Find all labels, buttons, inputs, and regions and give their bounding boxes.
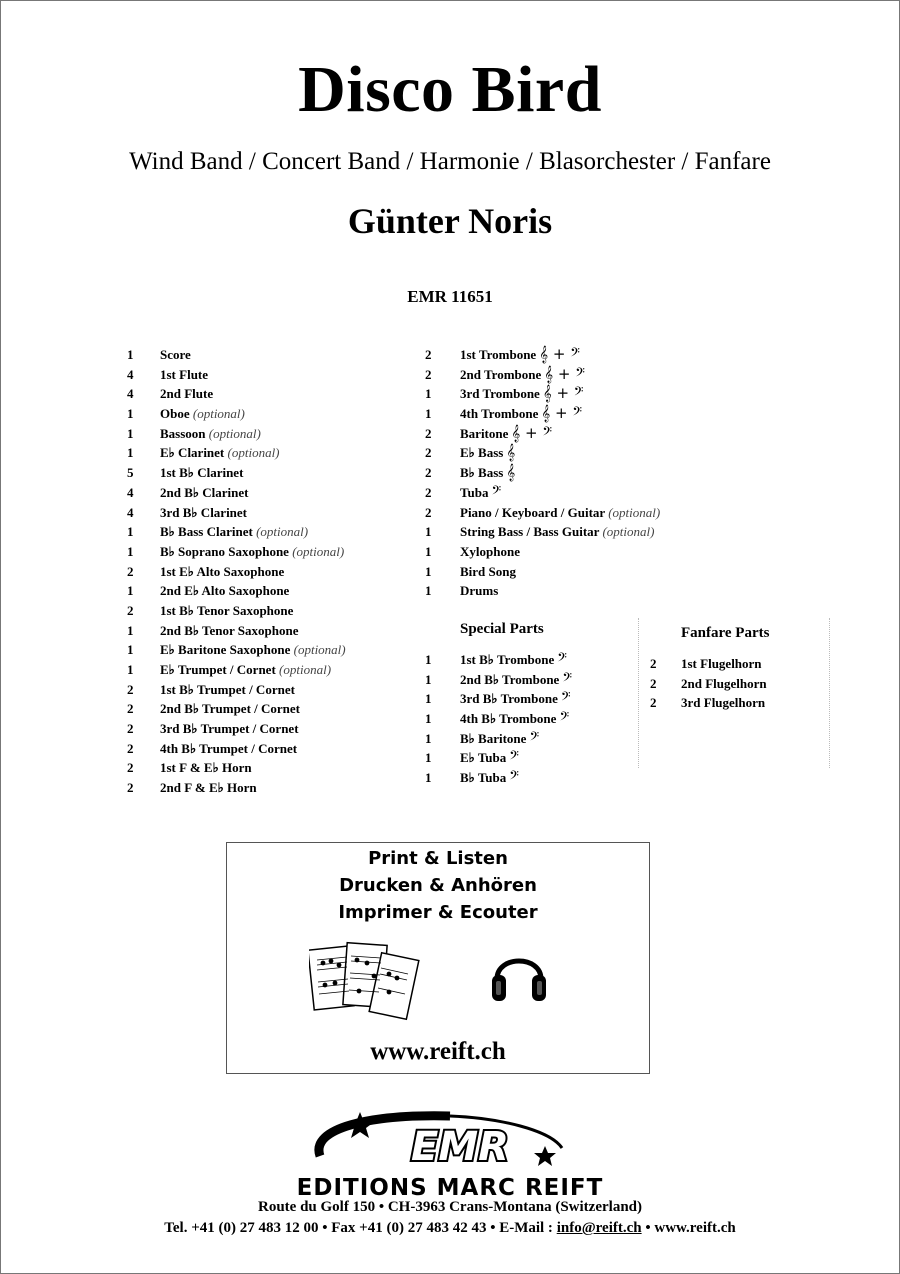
part-quantity: 1 [127,347,134,362]
part-quantity: 2 [127,563,134,579]
part-name-cell [160,778,257,798]
part-row [127,739,427,759]
part-row [127,758,427,778]
part-name: B♭ Bass Clarinet [160,524,253,540]
part-row [127,581,427,601]
part-name: 2nd B♭ Clarinet [160,484,249,500]
part-row [425,365,725,385]
part-row [425,384,725,404]
part-name-cell [160,601,293,621]
part-name-cell [460,542,520,562]
emr-logo [300,1108,570,1174]
part-quantity: 1 [425,750,432,766]
part-row [650,693,820,713]
part-row [425,562,725,582]
part-name-cell [160,384,213,404]
part-name-cell [160,621,298,641]
part-row [127,443,427,463]
part-row [127,463,427,483]
part-row [127,345,427,365]
part-name-cell [460,424,552,444]
part-name-cell [160,404,245,424]
part-quantity: 5 [127,465,134,481]
clef-icon: 𝄞 + 𝄢 [542,384,584,403]
part-name-cell [160,680,295,700]
part-row [127,542,427,562]
part-row [425,522,725,542]
part-name: 1st E♭ Alto Saxophone [160,563,285,579]
part-quantity: 2 [425,425,432,441]
part-quantity: 1 [127,425,134,441]
part-quantity: 1 [425,583,432,599]
part-name-cell [460,522,654,542]
part-quantity: 2 [127,760,134,776]
part-quantity: 1 [425,671,432,687]
clef-icon: 𝄢 [562,669,572,688]
part-row [127,680,427,700]
part-row [127,660,427,680]
part-name: Bassoon [160,425,206,441]
part-quantity: 1 [127,445,134,461]
optional-note: (optional) [192,406,245,422]
part-name-cell [681,674,767,694]
part-quantity: 2 [425,484,432,500]
part-name-cell [160,542,344,562]
clef-icon: 𝄢 [491,482,502,501]
part-name: 4th B♭ Trumpet / Cornet [160,740,298,756]
part-name-cell [460,365,585,385]
contact-website: • www.reift.ch [641,1220,736,1236]
part-row [650,654,820,674]
promo-line-french: Imprimer & Ecouter [338,902,538,923]
part-row [425,503,725,523]
publisher-contact [0,1220,900,1237]
part-name: 4th B♭ Trombone [460,711,557,727]
part-name: 2nd Flute [160,386,214,402]
part-name: String Bass / Bass Guitar [460,524,600,540]
part-quantity: 2 [127,701,134,717]
part-name: 2nd B♭ Tenor Saxophone [160,622,299,638]
part-row [425,748,645,768]
part-name: E♭ Bass [460,445,504,461]
part-name: 1st B♭ Tenor Saxophone [160,602,294,618]
part-quantity: 1 [127,662,134,677]
part-row [425,443,725,463]
optional-note: (optional) [293,642,346,658]
part-row [425,768,645,788]
special-parts-list [425,650,645,788]
part-name: 2nd Trombone [460,366,542,382]
part-name: Drums [460,583,499,599]
part-quantity: 1 [127,622,134,638]
clef-icon: 𝄢 [509,748,519,767]
part-name: E♭ Baritone Saxophone [160,642,291,658]
email-link[interactable]: info@reift.ch [556,1220,642,1236]
part-name-cell [160,699,300,719]
part-name: 3rd Trombone [460,386,540,402]
part-quantity: 4 [127,386,134,402]
part-quantity: 2 [127,681,134,697]
part-name: 1st B♭ Clarinet [160,465,244,481]
part-row [425,463,725,483]
part-quantity: 1 [127,524,134,540]
divider-right [829,618,830,768]
part-name-cell [460,562,516,582]
composer-name: Günter Noris [347,201,553,241]
part-name-cell [160,483,248,503]
part-row [425,542,725,562]
part-name: 2nd B♭ Trumpet / Cornet [160,701,300,717]
part-quantity: 4 [127,366,134,382]
clef-icon: 𝄢 [529,728,540,747]
clef-icon: 𝄢 [509,768,519,787]
headphones-icon [489,943,549,1005]
part-name-cell [460,384,583,404]
part-name-cell [460,689,571,709]
parts-list-left [127,345,427,798]
part-name: B♭ Tuba [460,770,507,786]
part-name-cell [160,640,346,660]
part-name-cell [460,768,519,788]
part-row [127,503,427,523]
part-row [127,562,427,582]
part-row [425,581,725,601]
part-quantity: 1 [425,652,432,667]
divider-left [638,618,639,768]
part-name-cell [160,365,208,385]
part-quantity: 2 [425,445,432,461]
optional-note: (optional) [608,504,661,520]
part-row [127,640,427,660]
ensemble-subtitle: Wind Band / Concert Band / Harmonie / Blasorchester / Fanfare [129,148,771,175]
part-name: 3rd B♭ Trombone [460,691,558,707]
part-name: E♭ Tuba [460,750,507,766]
optional-note: (optional) [602,524,655,540]
part-row [425,404,725,424]
part-quantity: 2 [127,780,134,796]
clef-icon: 𝄞 [506,463,516,482]
part-name: 1st Flute [160,366,209,382]
part-name: Score [160,347,191,362]
parts-list-middle [425,345,725,601]
part-quantity: 4 [127,504,134,520]
promo-line-english: Print & Listen [368,848,508,869]
part-name: 3rd B♭ Clarinet [160,504,248,520]
part-name-cell [460,503,660,523]
part-quantity: 2 [425,504,432,520]
part-name-cell [160,660,331,680]
part-name: B♭ Bass [460,465,504,481]
part-name: 2nd E♭ Alto Saxophone [160,583,290,599]
piece-title: Disco Bird [298,53,602,126]
part-name-cell [160,463,243,483]
part-name-cell [160,739,297,759]
part-name: 3rd Flugelhorn [681,695,766,711]
clef-icon: 𝄞 + 𝄢 [511,423,553,442]
part-row [127,404,427,424]
part-row [425,345,725,365]
part-name: 1st B♭ Trumpet / Cornet [160,681,295,697]
part-name: B♭ Baritone [460,730,527,746]
part-name-cell [460,729,539,749]
part-name: 1st B♭ Trombone [460,652,555,667]
part-name: 1st F & E♭ Horn [160,760,252,776]
part-row [425,483,725,503]
print-listen-box [226,842,650,1074]
part-name-cell [160,503,247,523]
part-name-cell [160,719,299,739]
part-quantity: 2 [425,366,432,382]
svg-text:EMR: EMR [411,1124,509,1170]
part-quantity: 4 [127,484,134,500]
sheet-music-icon [309,938,424,1028]
part-row [425,689,645,709]
part-quantity: 1 [425,730,432,746]
clef-icon: 𝄢 [559,709,570,728]
part-row [127,719,427,739]
part-row [127,522,427,542]
part-name: Piano / Keyboard / Guitar [460,504,605,520]
part-quantity: 1 [425,543,432,559]
optional-note: (optional) [208,425,261,441]
clef-icon: 𝄞 [506,443,516,462]
part-name: Tuba [460,484,489,500]
part-name-cell [460,650,567,670]
part-quantity: 1 [425,563,432,579]
part-name: 2nd B♭ Trombone [460,671,560,687]
part-name: 3rd B♭ Trumpet / Cornet [160,721,299,737]
part-quantity: 2 [127,740,134,756]
part-quantity: 2 [425,465,432,481]
part-name-cell [160,562,284,582]
part-row [127,384,427,404]
publisher-name: EDITIONS MARC REIFT [296,1175,604,1201]
part-row [127,778,427,798]
part-name: 2nd Flugelhorn [681,675,767,691]
optional-note: (optional) [292,543,345,559]
part-name-cell [681,693,765,713]
part-name-cell [460,443,515,463]
part-row [127,424,427,444]
fanfare-parts-list [650,654,820,713]
part-quantity: 1 [127,406,134,422]
part-quantity: 2 [650,695,657,711]
part-row [127,601,427,621]
part-row [127,699,427,719]
special-parts-heading: Special Parts [460,621,544,637]
part-name-cell [460,670,572,690]
catalog-code: EMR 11651 [407,287,493,306]
part-quantity: 2 [127,602,134,618]
part-row [425,709,645,729]
part-name-cell [160,424,261,444]
part-name: B♭ Soprano Saxophone [160,543,289,559]
part-name: 1st Trombone [460,347,537,362]
part-quantity: 1 [127,642,134,658]
clef-icon: 𝄢 [560,689,571,708]
part-quantity: 1 [425,386,432,402]
part-row [425,424,725,444]
part-quantity: 1 [425,406,432,422]
part-row [127,365,427,385]
optional-note: (optional) [227,445,280,461]
part-name-cell [460,748,519,768]
part-name: Xylophone [460,543,520,559]
part-name-cell [460,709,569,729]
part-name-cell [160,522,308,542]
clef-icon: 𝄞 + 𝄢 [539,345,580,363]
publisher-address: Route du Golf 150 • CH-3963 Crans-Montana (Switzerland) [258,1199,642,1215]
part-row [425,670,645,690]
part-name-cell [460,483,501,503]
part-row [425,729,645,749]
part-name: Oboe [160,406,190,422]
clef-icon: 𝄞 + 𝄢 [541,404,582,423]
part-name-cell [460,404,582,424]
part-name: E♭ Trumpet / Cornet [160,662,276,677]
part-quantity: 1 [425,711,432,727]
clef-icon: 𝄞 + 𝄢 [544,364,585,383]
part-name-cell [460,345,580,365]
part-quantity: 2 [650,675,657,691]
part-name: E♭ Clarinet [160,445,225,461]
part-name-cell [460,581,498,601]
clef-icon: 𝄢 [557,650,567,668]
part-quantity: 2 [127,721,134,737]
part-name-cell [460,463,515,483]
part-quantity: 1 [127,543,134,559]
part-name: 2nd F & E♭ Horn [160,780,257,796]
part-row [650,674,820,694]
part-name: 4th Trombone [460,406,539,422]
part-row [127,483,427,503]
part-name-cell [160,443,280,463]
part-quantity: 1 [127,583,134,599]
part-quantity: 1 [425,770,432,786]
part-name-cell [681,654,762,674]
optional-note: (optional) [256,524,309,540]
part-row [127,621,427,641]
part-quantity: 1 [425,524,432,540]
part-name-cell [160,345,191,365]
part-name-cell [160,758,252,778]
promo-website-link[interactable]: www.reift.ch [370,1038,506,1065]
contact-phone-fax: Tel. +41 (0) 27 483 12 00 • Fax +41 (0) 27 483 42 43 • E-Mail : [164,1220,557,1236]
part-name: Baritone [460,425,509,441]
part-row [425,650,645,670]
fanfare-parts-heading: Fanfare Parts [681,625,770,641]
optional-note: (optional) [279,662,332,677]
part-name: 1st Flugelhorn [681,656,762,671]
part-quantity: 2 [650,656,657,671]
part-name: Bird Song [460,563,516,579]
part-quantity: 2 [425,347,432,362]
part-name-cell [160,581,289,601]
promo-line-german: Drucken & Anhören [339,875,537,896]
part-quantity: 1 [425,691,432,707]
